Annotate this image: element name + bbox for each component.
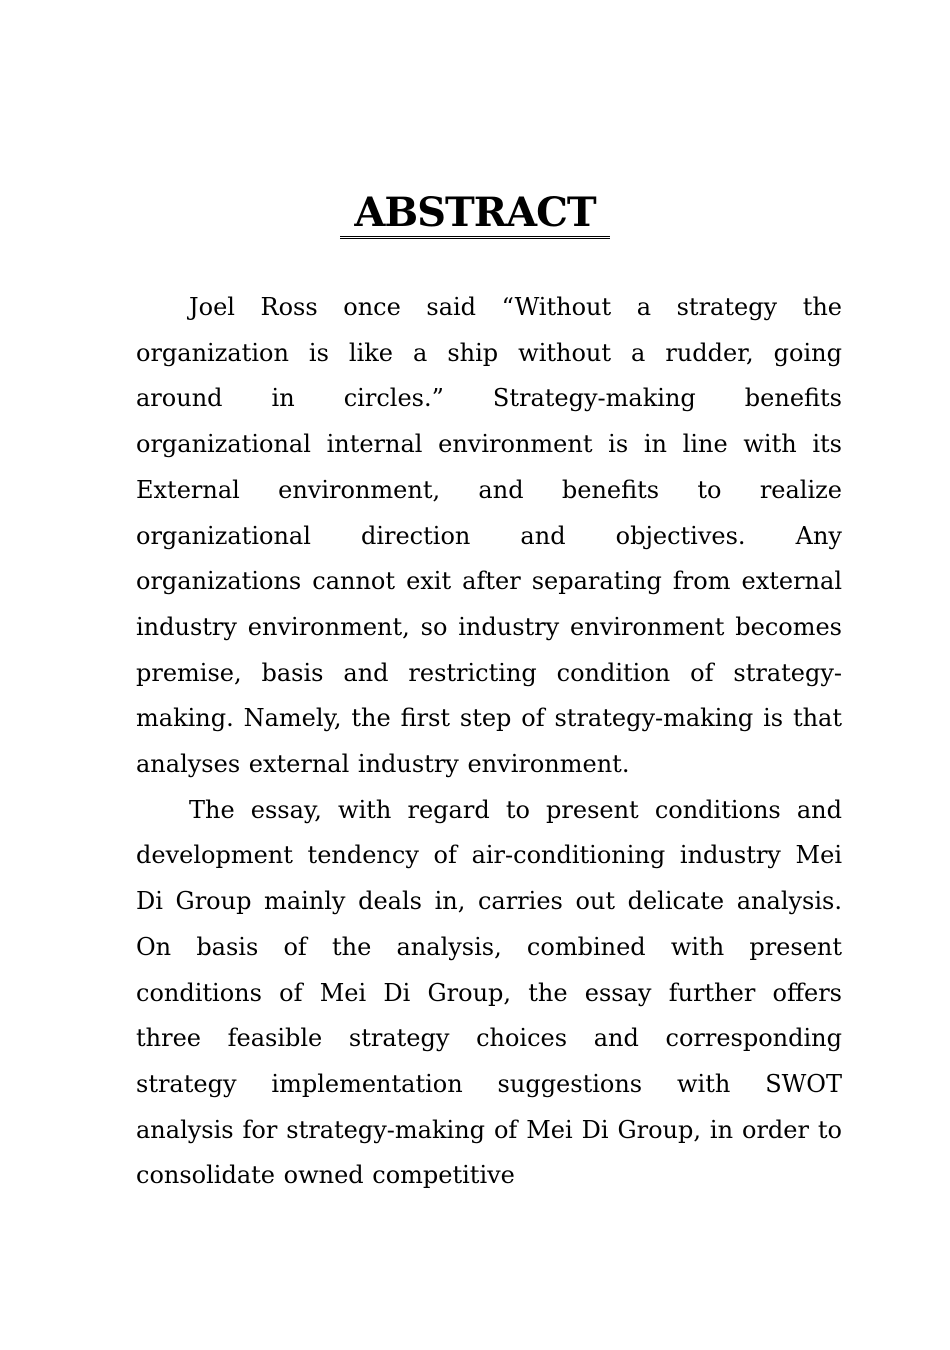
title-container (0, 190, 950, 239)
abstract-body (136, 285, 842, 1199)
abstract-paragraph-1: Joel Ross once said “Without a strategy the organization is like a ship without a rudder, going around in circles.” Strategy-making benefits organizational internal environment is in line with its External environment, and benefits to realize organizational direction and objectives. Any organizations cannot exit after separating from external industry environment, so industry environment becomes premise, basis and restricting condition of strategy-making. Namely, the first step of strategy-making is that analyses external industry environment. (136, 293, 842, 779)
abstract-paragraph-2: The essay, with regard to present conditions and development tendency of air-conditioning industry Mei Di Group mainly deals in, carries out delicate analysis. On basis of the analysis, combined with present conditions of Mei Di Group, the essay further offers three feasible strategy choices and corresponding strategy implementation suggestions with SWOT analysis for strategy-making of Mei Di Group, in order to consolidate owned competitive (136, 795, 842, 1190)
abstract-heading: ABSTRACT (340, 190, 609, 239)
